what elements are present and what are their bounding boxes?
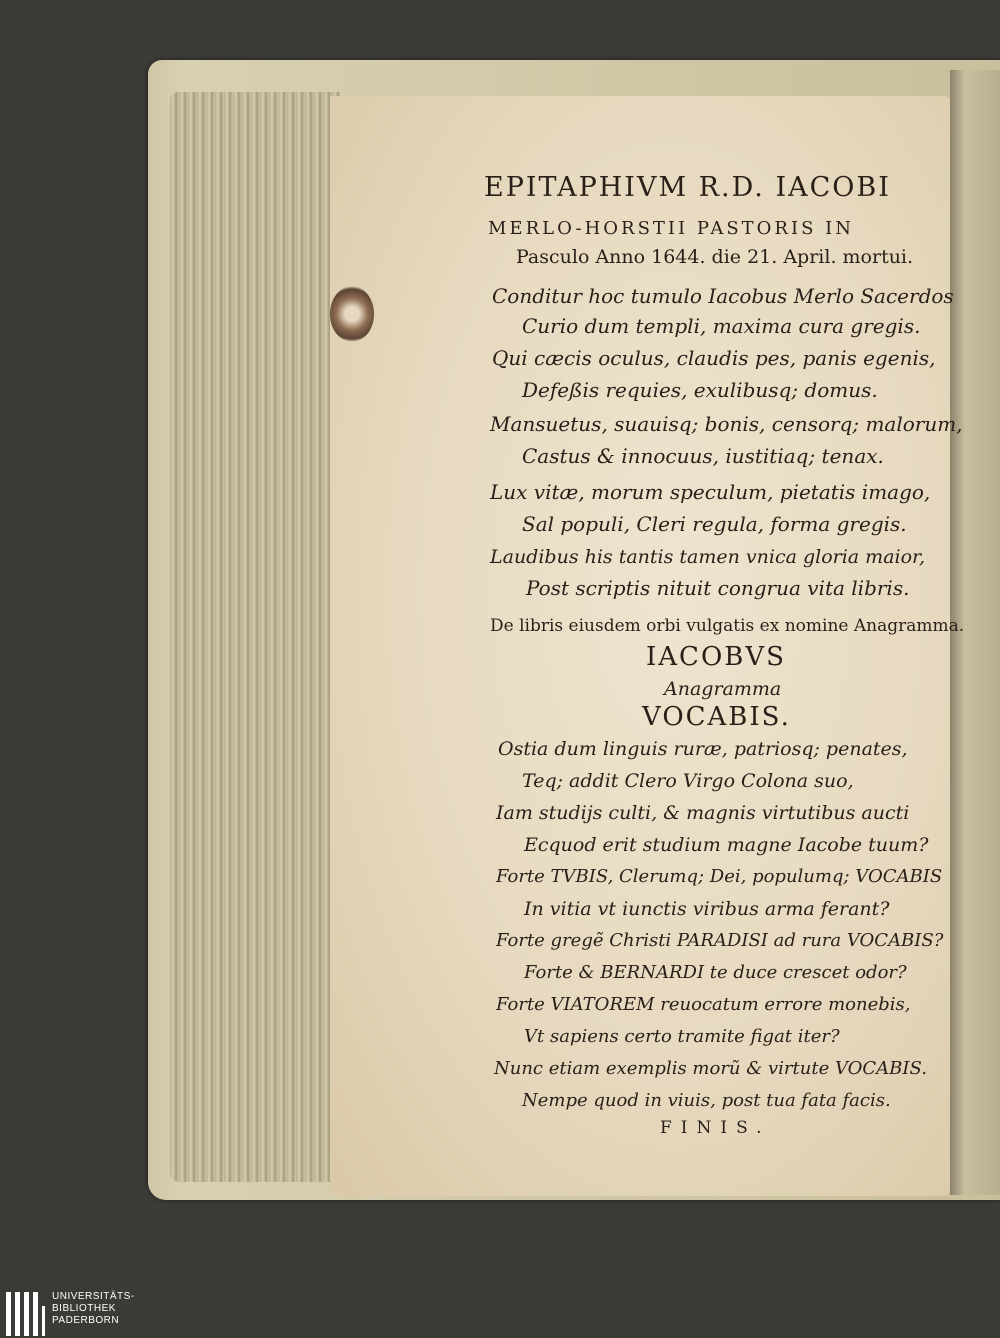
poem-line-8: Forte & BERNARDI te duce crescet odor? (524, 962, 907, 983)
poem-line-3: Iam studijs culti, & magnis virtutibus aucti (496, 802, 910, 824)
epitaph-line-1: Conditur hoc tumulo Iacobus Merlo Sacerdos (492, 284, 954, 308)
finis: FINIS. (660, 1118, 771, 1138)
library-logo-icon (6, 1292, 46, 1336)
paper-stain (330, 286, 374, 342)
poem-line-11: Nunc etiam exemplis morũ & virtute VOCABIS. (494, 1058, 927, 1079)
poem-line-10: Vt sapiens certo tramite figat iter? (524, 1026, 840, 1047)
anagram-label: Anagramma (664, 678, 782, 700)
epitaph-line-2: Curio dum templi, maxima cura gregis. (522, 314, 921, 338)
epitaph-line-8: Sal populi, Cleri regula, forma gregis. (522, 512, 907, 536)
poem-line-4: Ecquod erit studium magne Iacobe tuum? (524, 834, 929, 856)
title-line-3: Pasculo Anno 1644. die 21. April. mortui. (516, 246, 914, 268)
poem-line-2: Teq; addit Clero Virgo Colona suo, (522, 770, 854, 792)
poem-line-7: Forte gregẽ Christi PARADISI ad rura VOCABIS? (496, 930, 944, 951)
anagram-intro: De libris eiusdem orbi vulgatis ex nomine Anagramma. (490, 616, 965, 636)
epitaph-line-7: Lux vitæ, morum speculum, pietatis imago, (490, 480, 931, 504)
poem-line-1: Ostia dum linguis ruræ, patriosq; penates, (498, 738, 908, 760)
epitaph-line-6: Castus & innocuus, iustitiaq; tenax. (522, 444, 884, 468)
page-edges (170, 92, 340, 1182)
poem-line-9: Forte VIATOREM reuocatum errore monebis, (496, 994, 911, 1015)
poem-line-12: Nempe quod in viuis, post tua fata facis. (522, 1090, 891, 1111)
epitaph-line-9: Laudibus his tantis tamen vnica gloria maior, (490, 546, 926, 568)
logo-line-2: BIBLIOTHEK (52, 1303, 116, 1314)
logo-line-1: UNIVERSITÄTS- (52, 1291, 135, 1302)
title-line-1: EPITAPHIVM R.D. IACOBI (484, 172, 891, 203)
epitaph-line-4: Defeßis requies, exulibusq; domus. (522, 378, 878, 402)
library-logo-text (52, 1291, 135, 1327)
anagram-name: IACOBVS (646, 642, 786, 672)
footer-bar (0, 1288, 1000, 1338)
epitaph-line-3: Qui cæcis oculus, claudis pes, panis egenis, (492, 346, 936, 370)
logo-line-3: PADERBORN (52, 1315, 120, 1326)
epitaph-line-5: Mansuetus, suauisq; bonis, censorq; malorum, (490, 412, 963, 436)
anagram-result: VOCABIS. (642, 702, 791, 732)
title-line-2: MERLO-HORSTII PASTORIS IN (488, 218, 854, 239)
poem-line-6: In vitia vt iunctis viribus arma ferant? (524, 898, 890, 920)
poem-line-5: Forte TVBIS, Clerumq; Dei, populumq; VOCABIS (496, 866, 943, 887)
epitaph-line-10: Post scriptis nituit congrua vita libris. (526, 576, 910, 600)
